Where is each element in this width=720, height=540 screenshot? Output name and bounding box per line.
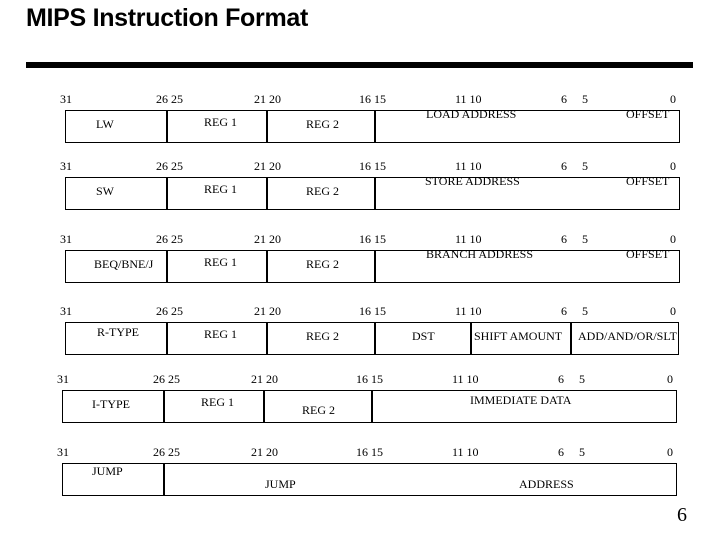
opcode-label: R-TYPE bbox=[97, 325, 139, 339]
bit-label: 26 25 bbox=[153, 372, 180, 386]
bit-label: 11 10 bbox=[452, 372, 479, 386]
bit-label: 21 20 bbox=[254, 159, 281, 173]
title-rule bbox=[26, 62, 693, 68]
bit-label: 5 bbox=[582, 232, 588, 246]
bit-label: 31 bbox=[60, 232, 72, 246]
reg2-label: REG 2 bbox=[306, 184, 339, 198]
bit-label: 11 10 bbox=[455, 159, 482, 173]
bit-label: 11 10 bbox=[455, 92, 482, 106]
reg1-label: REG 1 bbox=[204, 115, 237, 129]
bit-label: 26 25 bbox=[156, 159, 183, 173]
address-field bbox=[164, 463, 677, 496]
bit-label: 0 bbox=[670, 304, 676, 318]
reg2-label: REG 2 bbox=[306, 257, 339, 271]
opcode-label: LW bbox=[96, 117, 114, 131]
bit-label: 5 bbox=[579, 445, 585, 459]
bit-label: 31 bbox=[57, 372, 69, 386]
bit-label: 16 15 bbox=[356, 372, 383, 386]
address-label: BRANCH ADDRESS bbox=[426, 247, 534, 261]
bit-label: 21 20 bbox=[254, 232, 281, 246]
bit-label: 11 10 bbox=[455, 232, 482, 246]
bit-label: 6 bbox=[561, 92, 567, 106]
bit-label: 31 bbox=[60, 159, 72, 173]
opcode-field bbox=[65, 177, 167, 210]
bit-label: 5 bbox=[579, 372, 585, 386]
opcode-label: JUMP bbox=[92, 464, 123, 478]
bit-label: 21 20 bbox=[251, 445, 278, 459]
reg2-label: REG 2 bbox=[306, 329, 339, 343]
bit-label: 16 15 bbox=[359, 159, 386, 173]
offset-label: OFFSET bbox=[626, 247, 670, 261]
bit-label: 16 15 bbox=[359, 304, 386, 318]
address-label: LOAD ADDRESS bbox=[426, 107, 517, 121]
bit-label: 16 15 bbox=[359, 232, 386, 246]
shift-amount-label: SHIFT AMOUNT bbox=[474, 329, 563, 343]
bit-label: 26 25 bbox=[156, 304, 183, 318]
bit-label: 11 10 bbox=[452, 445, 479, 459]
bit-label: 16 15 bbox=[359, 92, 386, 106]
address-label: ADDRESS bbox=[519, 477, 574, 491]
bit-label: 26 25 bbox=[153, 445, 180, 459]
funct-label: ADD/AND/OR/SLT bbox=[578, 329, 677, 343]
bit-label: 6 bbox=[561, 232, 567, 246]
bit-label: 21 20 bbox=[251, 372, 278, 386]
bit-label: 6 bbox=[561, 304, 567, 318]
bit-label: 0 bbox=[670, 159, 676, 173]
bit-label: 0 bbox=[667, 445, 673, 459]
opcode-field bbox=[65, 110, 167, 143]
immediate-label: IMMEDIATE DATA bbox=[470, 393, 572, 407]
bit-label: 5 bbox=[582, 304, 588, 318]
jump-label: JUMP bbox=[265, 477, 296, 491]
bit-label: 31 bbox=[57, 445, 69, 459]
reg2-label: REG 2 bbox=[302, 403, 335, 417]
bit-label: 31 bbox=[60, 92, 72, 106]
bit-label: 21 20 bbox=[254, 304, 281, 318]
bit-label: 31 bbox=[60, 304, 72, 318]
address-label: STORE ADDRESS bbox=[425, 174, 520, 188]
reg1-label: REG 1 bbox=[201, 395, 234, 409]
page-title: MIPS Instruction Format bbox=[26, 4, 309, 32]
reg1-label: REG 1 bbox=[204, 182, 237, 196]
bit-label: 16 15 bbox=[356, 445, 383, 459]
opcode-label: SW bbox=[96, 184, 114, 198]
bit-label: 0 bbox=[670, 92, 676, 106]
opcode-label: I-TYPE bbox=[92, 397, 130, 411]
bit-label: 26 25 bbox=[156, 232, 183, 246]
bit-label: 5 bbox=[582, 159, 588, 173]
offset-label: OFFSET bbox=[626, 174, 670, 188]
opcode-label: BEQ/BNE/J bbox=[94, 257, 154, 271]
dst-label: DST bbox=[412, 329, 435, 343]
bit-label: 6 bbox=[561, 159, 567, 173]
reg2-label: REG 2 bbox=[306, 117, 339, 131]
bit-label: 5 bbox=[582, 92, 588, 106]
bit-label: 26 25 bbox=[156, 92, 183, 106]
offset-label: OFFSET bbox=[626, 107, 670, 121]
bit-label: 0 bbox=[667, 372, 673, 386]
bit-label: 11 10 bbox=[455, 304, 482, 318]
reg1-label: REG 1 bbox=[204, 255, 237, 269]
bit-label: 6 bbox=[558, 445, 564, 459]
bit-label: 0 bbox=[670, 232, 676, 246]
bit-label: 6 bbox=[558, 372, 564, 386]
reg1-label: REG 1 bbox=[204, 327, 237, 341]
bit-label: 21 20 bbox=[254, 92, 281, 106]
page-number: 6 bbox=[677, 504, 687, 526]
